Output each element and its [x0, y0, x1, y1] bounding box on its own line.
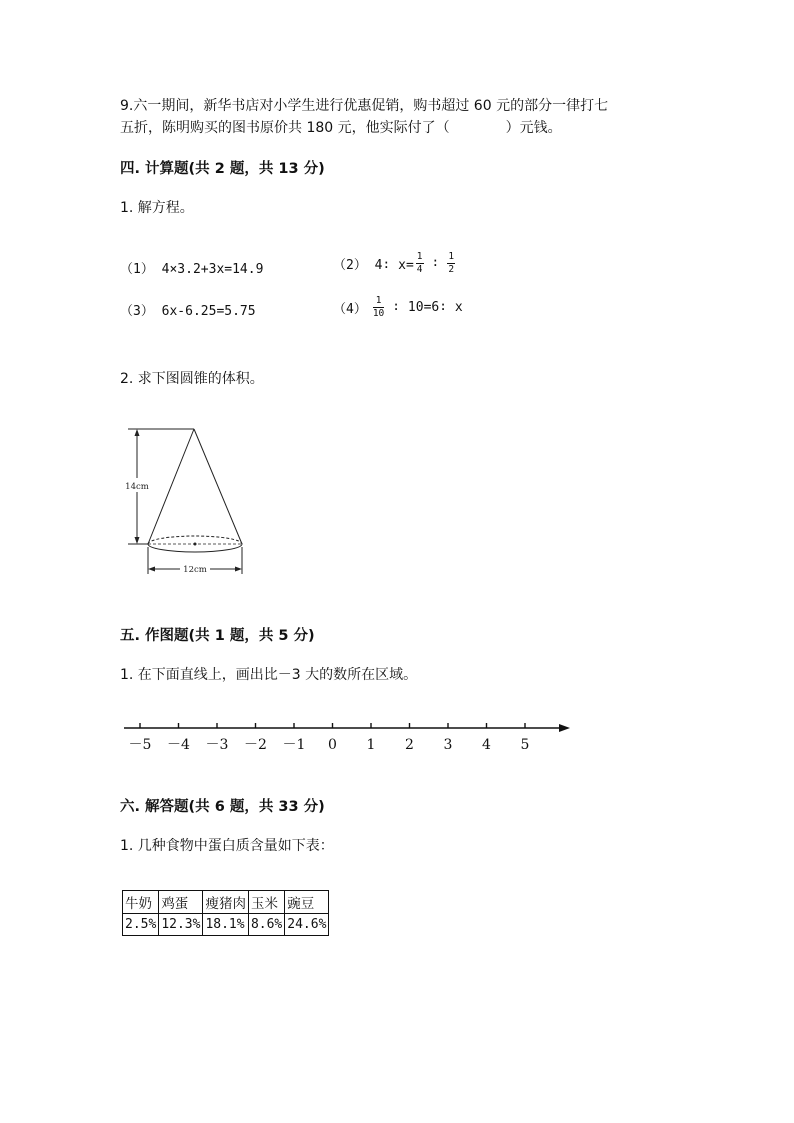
q9-line2-text: 五折，陈明购买的图书原价共 180 元，他实际付了（ — [120, 120, 450, 136]
section5-q1-label: 1. 在下面直线上，画出比－3 大的数所在区域。 — [120, 667, 418, 683]
arrow-right-icon — [559, 724, 570, 732]
fraction-denominator: 2 — [448, 264, 455, 275]
number-line — [118, 716, 578, 756]
height-label: 14cm — [125, 482, 149, 492]
fraction-one-tenth — [373, 296, 384, 319]
number-line-label: 1 — [366, 737, 376, 753]
table-row — [123, 914, 329, 936]
table-header-cell: 鸡蛋 — [159, 891, 203, 914]
cone-figure — [120, 420, 260, 585]
equation-4 — [333, 296, 463, 319]
number-line-label: －4 — [167, 737, 190, 753]
table-cell: 18.1% — [203, 914, 249, 936]
section4-title: 四. 计算题(共 2 题，共 13 分) — [120, 161, 325, 177]
equation-4-suffix: ∶ 10=6∶ x — [392, 300, 463, 315]
cone-right-edge — [194, 429, 242, 544]
number-line-label: 5 — [520, 737, 530, 753]
number-line-label: －3 — [205, 737, 229, 753]
fraction-numerator: 1 — [373, 296, 384, 308]
number-line-labels — [129, 737, 530, 753]
number-line-label: －5 — [128, 737, 152, 753]
section6-title: 六. 解答题(共 6 题，共 33 分) — [120, 799, 325, 815]
table-header-row — [123, 891, 329, 914]
center-point — [194, 543, 197, 546]
diameter-label: 12cm — [183, 565, 207, 575]
section4-q2-label: 2. 求下图圆锥的体积。 — [120, 371, 264, 387]
arrow-down-icon — [135, 537, 140, 544]
table-cell: 24.6% — [285, 914, 329, 936]
number-line-label: 3 — [443, 737, 453, 753]
equation-2-ratio-sign: ∶ — [431, 256, 440, 271]
table-cell: 8.6% — [248, 914, 284, 936]
table-header-cell: 豌豆 — [285, 891, 329, 914]
arrow-right-icon — [235, 567, 242, 572]
table-header-cell: 玉米 — [248, 891, 284, 914]
cone-left-edge — [148, 429, 194, 544]
section5-title: 五. 作图题(共 1 题，共 5 分) — [120, 628, 315, 644]
q9-line1: 9.六一期间，新华书店对小学生进行优惠促销，购书超过 60 元的部分一律打七 — [120, 98, 609, 114]
section4-q1-label: 1. 解方程。 — [120, 200, 194, 216]
q9-line2 — [120, 117, 562, 139]
table-header-cell: 瘦猪肉 — [203, 891, 249, 914]
fraction-numerator: 1 — [448, 251, 455, 262]
fraction-one-half — [447, 252, 455, 275]
number-line-label: －1 — [282, 737, 306, 753]
number-line-label: 0 — [328, 737, 337, 753]
arrow-left-icon — [148, 567, 155, 572]
fraction-one-quarter — [416, 252, 424, 275]
table-header-cell: 牛奶 — [123, 891, 159, 914]
table-cell: 12.3% — [159, 914, 203, 936]
q9-line2-end: ）元钱。 — [505, 120, 562, 136]
equation-1: （1） 4×3.2+3x=14.9 — [120, 262, 264, 277]
fraction-numerator: 1 — [416, 251, 423, 262]
equation-3: （3） 6x-6.25=5.75 — [120, 304, 256, 319]
table-cell: 2.5% — [123, 914, 159, 936]
fraction-denominator: 10 — [372, 308, 385, 319]
equation-2 — [333, 252, 457, 275]
arrow-up-icon — [135, 429, 140, 436]
fraction-denominator: 4 — [416, 264, 423, 275]
equation-2-prefix: （2） 4∶ x= — [333, 258, 414, 273]
number-line-label: 2 — [405, 737, 414, 753]
number-line-label: －2 — [244, 737, 267, 753]
number-line-label: 4 — [482, 737, 491, 753]
equation-4-prefix: （4） — [333, 302, 367, 317]
protein-table — [122, 890, 329, 936]
section6-q1-label: 1. 几种食物中蛋白质含量如下表： — [120, 838, 334, 854]
